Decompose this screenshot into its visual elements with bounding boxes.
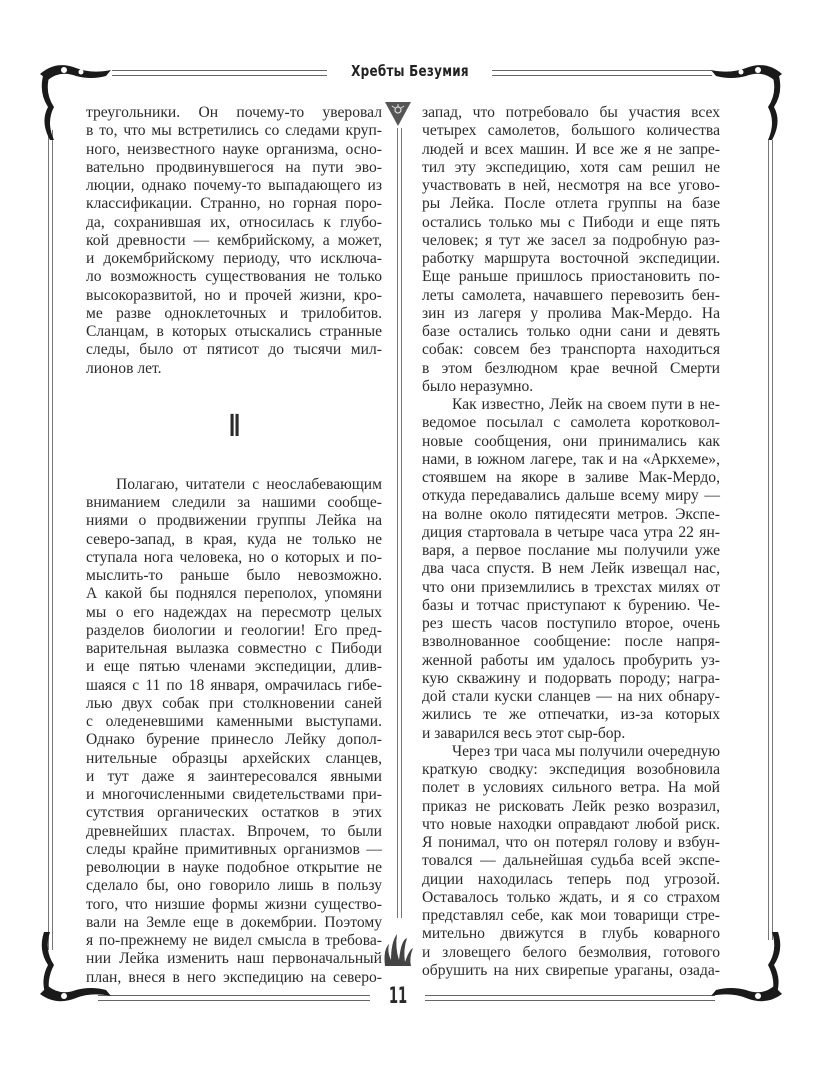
text-line: краткую сводку: экспедиция возобновила — [422, 761, 720, 778]
text-line: я по-прежнему не видел смысла в требова- — [86, 932, 382, 949]
footer-rule-left — [98, 995, 370, 1001]
header-rule-left — [112, 70, 327, 76]
text-line: классификации. Странно, но горная поро- — [86, 195, 382, 213]
chapter-heading: II — [228, 408, 240, 444]
text-line: участвовать в ней, несмотря на все угово- — [422, 177, 720, 194]
text-line: древнейших пластах. Впрочем, то были — [86, 822, 382, 840]
text-line: было неразумно. — [422, 377, 534, 395]
text-line: ного, неизвестного науке организма, осно- — [86, 140, 382, 158]
text-line: Через три часа мы получили очередную — [452, 742, 720, 760]
text-line: два часа спустя. В нем Лейк извещал нас, — [422, 560, 720, 578]
text-line: жились те же отпечатки, из-за которых — [422, 706, 720, 724]
text-line: четырех самолетов, большого количества — [422, 122, 720, 140]
text-line: варительная вылазка совместно с Пибоди — [86, 640, 382, 657]
text-line: и зловещего белого безмолвия, готового — [422, 943, 720, 961]
text-line: зин из лагеря у пролива Мак-Мердо. На — [422, 304, 720, 322]
text-line: Еще раньше пришлось приостановить по- — [422, 268, 720, 286]
text-line: что новые находки оправдают любой риск. — [422, 815, 720, 833]
text-line: шаяся с 11 по 18 января, омрачилась гибе- — [86, 676, 382, 694]
text-line: рез шесть часов поступило второе, очень — [422, 615, 720, 632]
text-line: да, сохранившая их, относилась к глубо- — [86, 213, 382, 231]
text-line: с оледеневшими каменными выступами. — [86, 713, 382, 730]
text-line: план, внеся в него экспедицию на северо- — [86, 968, 382, 986]
text-line: запад, что потребовало бы участия всех — [422, 104, 720, 121]
paragraph — [422, 396, 720, 743]
text-line: тил эту экспедицию, хотя сам решил не — [422, 158, 720, 176]
text-line: и тут даже я заинтересовался явными — [86, 767, 382, 785]
text-line: следы, было от пятисот до тысячи мил- — [86, 341, 382, 359]
text-line: дой стали куски сланцев — на них обнару- — [422, 688, 720, 705]
text-line: человек; я тут же засел за подробную раз- — [422, 231, 720, 249]
text-line: Однако бурение принесло Лейку допол- — [86, 731, 382, 749]
text-line: нии Лейка изменить наш первоначальный — [86, 950, 382, 968]
text-line: следы крайне примитивных организмов — — [86, 840, 382, 858]
tentacle-plant-ornament-icon — [381, 930, 415, 968]
text-line: ры Лейка. После отлета группы на базе — [422, 195, 720, 213]
text-line: А какой бы поднялся переполох, упомяни — [86, 585, 382, 603]
text-line: работку маршрута восточной экспедиции. — [422, 250, 720, 267]
text-line: людей и всех машин. И все же я не запре- — [422, 140, 720, 158]
text-line: диции находилась теперь под угрозой. — [422, 870, 720, 888]
text-line: товался — дальнейшая судьба всей экспе- — [422, 852, 720, 870]
text-line: северо-запад, в края, куда не только не — [86, 530, 382, 548]
paragraph — [422, 743, 720, 980]
text-line: мы о его надеждах на пересмотр целых — [86, 603, 382, 621]
text-line: Сланцам, в которых отыскались странные — [86, 323, 382, 340]
text-line: леты самолета, начавшего перевозить бен- — [422, 286, 720, 304]
text-line: Оставалось только ждать, и я со страхом — [422, 888, 720, 906]
right-border-line — [768, 140, 773, 940]
page-number: 11 — [388, 984, 408, 1009]
text-line: Как известно, Лейк на своем пути в не- — [452, 396, 720, 413]
text-line: женной работы им удалось пробурить уз- — [422, 651, 720, 669]
text-line: вали на Земле еще в докембрии. Поэтому — [86, 913, 382, 931]
text-line: мительно движутся в глубь коварного — [422, 925, 720, 943]
text-line: вниманием следили за нашими сообще- — [86, 494, 382, 511]
paragraph — [86, 476, 382, 987]
text-line: сутствия органических остатков в этих — [86, 804, 382, 822]
text-line: варя, а первое послание мы получили уже — [422, 542, 720, 559]
text-line: нительные образцы архейских сланцев, — [86, 749, 382, 767]
running-header-title: Хребты Безумия — [351, 62, 469, 80]
text-line: разделов биологии и геологии! Его пред- — [86, 621, 382, 639]
text-line: откуда передавались дальше всему миру — — [422, 487, 720, 505]
text-line: на волне около пятидесяти метров. Экспе- — [422, 505, 720, 523]
text-line: полет в условиях сильного ветра. На мой — [422, 779, 720, 797]
paragraph — [422, 104, 720, 396]
text-line: нами, в южном лагере, так и на «Аркхеме», — [422, 450, 720, 468]
text-line: мыслить-то раньше было невозможно. — [86, 567, 382, 584]
text-line: в то, что мы встретились со следами круп- — [86, 122, 382, 140]
text-line: диция стартовала в четыре часа утра 22 ян- — [422, 523, 720, 541]
right-text-column — [422, 104, 720, 980]
text-line: и заварился весь этот сыр-бор. — [422, 724, 626, 742]
text-line: обрушить на них свирепые ураганы, озада- — [422, 961, 720, 979]
text-line: остались только мы с Пибоди и еще пять — [422, 213, 720, 231]
text-line: лионов лет. — [86, 359, 162, 377]
text-line: Я понимал, что он потерял голову и взбун- — [422, 834, 720, 851]
text-line: ме разве одноклеточных и трилобитов. — [86, 304, 382, 322]
header-rule-right — [492, 70, 712, 76]
text-line: в этом безлюдном крае вечной Смерти — [422, 359, 720, 377]
text-line: и многочисленными свидетельствами при- — [86, 786, 382, 803]
text-line: представлял себе, как мои товарищи стре- — [422, 907, 720, 924]
text-line: и докембрийскому периоду, что исключа- — [86, 250, 382, 267]
text-line: революции в науке подобное открытие не — [86, 859, 382, 876]
text-line: высокоразвитой, но и прочей жизни, кро- — [86, 286, 382, 304]
text-line: Полагаю, читатели с неослабевающим — [116, 475, 382, 493]
text-line: что они приземлились в трехстах милях от — [422, 578, 720, 596]
text-line: ниями о продвижении группы Лейка на — [86, 512, 382, 530]
text-line: базы и тотчас приступают к бурению. Че- — [422, 596, 720, 614]
text-line: ведомое посылал с самолета коротковол- — [422, 414, 720, 432]
text-line: лью двух собак при столкновении саней — [86, 694, 382, 712]
left-text-column — [86, 104, 382, 987]
text-line: приказ не рисковать Лейк резко возразил, — [422, 797, 720, 815]
text-line: сделало бы, оно говорило лишь в пользу — [86, 877, 382, 895]
text-line: ло возможность существования не только — [86, 268, 382, 286]
text-line: кую скважину и подорвать породу; награ- — [422, 669, 720, 687]
text-line: базе остались только одни сани и девять — [422, 323, 720, 340]
column-divider — [397, 128, 402, 918]
text-line: стоявшем на якоре в заливе Мак-Мердо, — [422, 469, 720, 486]
left-border-line — [48, 130, 53, 950]
paragraph — [86, 104, 382, 378]
text-line: кой древности — кембрийскому, а может, — [86, 231, 382, 249]
text-line: взволнованное сообщение: после напря- — [422, 633, 720, 651]
footer-rule-right — [425, 995, 715, 1001]
text-line: новые сообщения, они принимались как — [422, 432, 720, 450]
triangle-eye-emblem-icon — [384, 100, 412, 128]
text-line: и еще пятью членами экспедиции, длив- — [86, 658, 382, 676]
text-line: вательно продвинувшегося на пути эво- — [86, 158, 382, 176]
text-line: треугольники. Он почему-то уверовал — [86, 104, 382, 121]
text-line: того, что низшие формы жизни существо- — [86, 895, 382, 913]
text-line: собак: совсем без транспорта находиться — [422, 341, 720, 359]
text-line: люции, однако почему-то выпадающего из — [86, 177, 382, 194]
text-line: ступала нога человека, но о которых и по- — [86, 548, 382, 566]
